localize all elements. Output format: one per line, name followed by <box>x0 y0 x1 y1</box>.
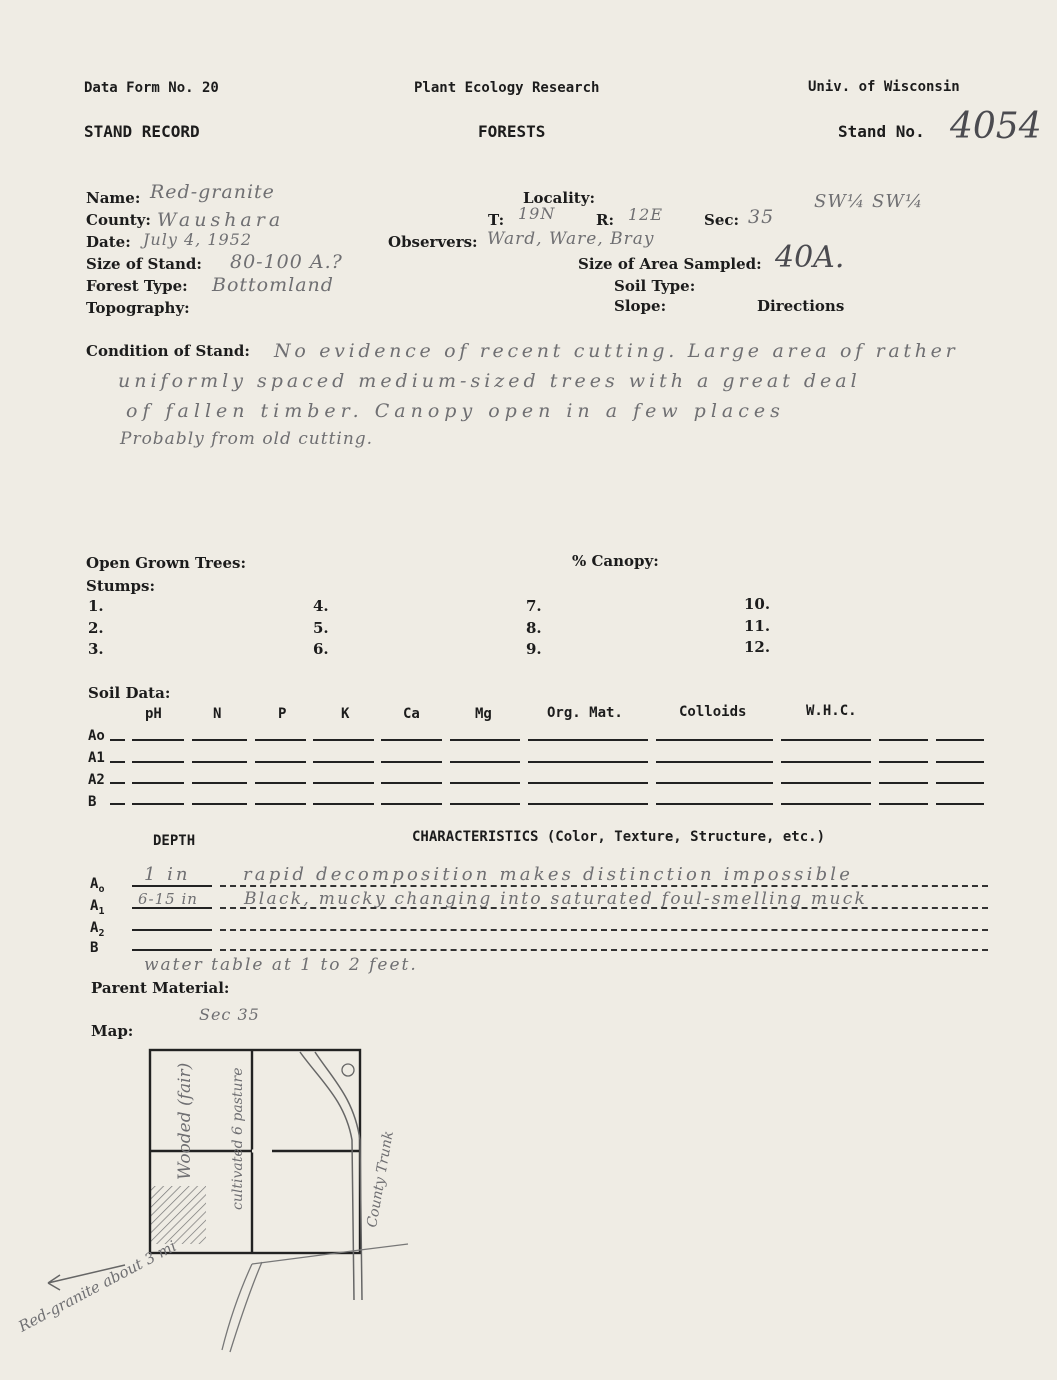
stump-num: 7. <box>526 597 542 615</box>
depth-entry-line <box>132 907 212 909</box>
stump-num: 8. <box>526 619 542 637</box>
soil-entry-line <box>656 739 773 741</box>
soil-col-whc: W.H.C. <box>806 703 857 719</box>
soil-entry-line <box>656 761 773 763</box>
soil-entry-line <box>936 761 984 763</box>
category-title: FORESTS <box>478 122 546 141</box>
soil-entry-line <box>879 803 928 805</box>
soil-entry-line <box>313 739 374 741</box>
soil-entry-line <box>110 803 125 805</box>
char-a1-value: Black, mucky changing into saturated foul-smelling muck <box>244 889 868 909</box>
soil-entry-line <box>381 782 442 784</box>
stump-num: 9. <box>526 640 542 658</box>
stump-num: 12. <box>744 638 771 656</box>
condition-label: Condition of Stand: <box>86 342 250 360</box>
characteristics-entry-line <box>220 885 988 887</box>
stump-num: 11. <box>744 617 771 635</box>
slope-label: Slope: <box>614 297 667 315</box>
soil-entry-line <box>110 782 125 784</box>
south-road-edge <box>222 1264 252 1350</box>
size-label: Size of Stand: <box>86 255 202 273</box>
soil-entry-line <box>110 761 125 763</box>
soil-entry-line <box>879 739 928 741</box>
t-value: 19N <box>518 204 556 223</box>
soil-entry-line <box>528 803 648 805</box>
soil-col-p: P <box>278 706 287 722</box>
depth-entry-line <box>132 949 212 951</box>
county-road <box>300 1052 354 1300</box>
characteristics-entry-line <box>220 949 988 951</box>
form-number: Data Form No. 20 <box>84 80 219 96</box>
char-ao-value: rapid decomposition makes distinction impossible <box>243 864 854 885</box>
stump-num: 3. <box>88 640 104 658</box>
forest-type-label: Forest Type: <box>86 277 188 295</box>
date-label: Date: <box>86 233 131 251</box>
r-label: R: <box>596 211 615 229</box>
soil-entry-line <box>381 761 442 763</box>
county-label: County: <box>86 211 151 229</box>
county-road-edge <box>315 1052 362 1300</box>
soil-type-label: Soil Type: <box>614 277 696 295</box>
r-value: 12E <box>628 205 664 224</box>
soil-entry-line <box>132 803 184 805</box>
university: Univ. of Wisconsin <box>808 79 960 95</box>
soil-entry-line <box>192 782 247 784</box>
depth-entry-line <box>132 885 212 887</box>
soil-entry-line <box>132 782 184 784</box>
soil-col-ca: Ca <box>403 706 420 722</box>
horizon-ao-label: $A_o$ <box>90 876 105 895</box>
soil-col-org: Org. Mat. <box>547 705 623 721</box>
soil-entry-line <box>936 782 984 784</box>
soil-entry-line <box>781 782 871 784</box>
observers-label: Observers: <box>388 233 478 251</box>
observers-value: Ward, Ware, Bray <box>487 229 655 249</box>
stump-num: 1. <box>88 597 104 615</box>
depth-label: DEPTH <box>153 833 196 849</box>
canopy-label: % Canopy: <box>572 552 659 570</box>
stand-no-value: 4054 <box>950 106 1042 147</box>
name-label: Name: <box>86 189 141 207</box>
soil-row-label: A1 <box>88 750 105 766</box>
soil-entry-line <box>313 761 374 763</box>
soil-entry-line <box>313 782 374 784</box>
soil-entry-line <box>656 803 773 805</box>
soil-col-mg: Mg <box>475 706 492 722</box>
soil-entry-line <box>450 782 520 784</box>
map-sec-label: Sec 35 <box>199 1005 260 1024</box>
soil-entry-line <box>528 761 648 763</box>
stump-num: 2. <box>88 619 104 637</box>
map-label: Map: <box>91 1022 134 1040</box>
soil-entry-line <box>450 803 520 805</box>
stump-num: 10. <box>744 595 771 613</box>
map-road-label: County Trunk <box>364 1129 397 1229</box>
horizon-a1-label: $A_1$ <box>90 898 105 917</box>
soil-entry-line <box>132 761 184 763</box>
map-hatched-area <box>151 1186 206 1244</box>
area-value: 40A. <box>775 240 845 275</box>
soil-entry-line <box>879 782 928 784</box>
stand-map <box>0 1040 420 1360</box>
stumps-label: Stumps: <box>86 577 156 595</box>
forest-type-value: Bottomland <box>212 274 334 296</box>
depth-a1-value: 6-15 in <box>138 890 198 908</box>
soil-entry-line <box>381 739 442 741</box>
soil-entry-line <box>528 739 648 741</box>
map-wooded-label: Wooded (fair) <box>175 1062 195 1180</box>
parent-material-label: Parent Material: <box>91 979 230 997</box>
stump-num: 6. <box>313 640 329 658</box>
topography-label: Topography: <box>86 299 190 317</box>
open-grown-label: Open Grown Trees: <box>86 554 247 572</box>
soil-entry-line <box>192 803 247 805</box>
soil-entry-line <box>879 761 928 763</box>
soil-entry-line <box>528 782 648 784</box>
characteristics-entry-line <box>220 907 988 909</box>
soil-entry-line <box>450 761 520 763</box>
soil-col-k: K <box>341 706 350 722</box>
date-value: July 4, 1952 <box>143 230 253 249</box>
locality-label: Locality: <box>523 189 595 207</box>
soil-row-label: Ao <box>88 728 105 744</box>
soil-entry-line <box>936 739 984 741</box>
soil-entry-line <box>781 739 871 741</box>
soil-entry-line <box>936 803 984 805</box>
characteristics-entry-line <box>220 929 988 931</box>
map-arrow-note: Red-granite about 3 mi <box>15 1236 180 1336</box>
water-table-note: water table at 1 to 2 feet. <box>144 955 418 975</box>
record-title: STAND RECORD <box>84 122 200 141</box>
soil-entry-line <box>781 761 871 763</box>
soil-entry-line <box>132 739 184 741</box>
soil-entry-line <box>192 761 247 763</box>
horizon-a2-label: $A_2$ <box>90 920 105 939</box>
soil-row-label: B <box>88 794 97 810</box>
condition-line-4: Probably from old cutting. <box>120 429 374 449</box>
soil-data-label: Soil Data: <box>88 684 171 702</box>
soil-entry-line <box>110 739 125 741</box>
stump-num: 4. <box>313 597 329 615</box>
stump-num: 5. <box>313 619 329 637</box>
horizon-b-label: B <box>90 940 99 956</box>
depth-ao-value: 1 in <box>144 864 191 885</box>
map-circle-mark <box>342 1064 354 1076</box>
map-cultivated-label: cultivated 6 pasture <box>230 1067 246 1210</box>
condition-line-3: of fallen timber. Canopy open in a few places <box>126 400 785 422</box>
soil-entry-line <box>255 739 306 741</box>
soil-entry-line <box>255 803 306 805</box>
characteristics-label: CHARACTERISTICS (Color, Texture, Structure, etc.) <box>412 829 826 845</box>
size-value: 80-100 A.? <box>230 251 343 273</box>
county-value: Waushara <box>157 209 285 231</box>
soil-entry-line <box>781 803 871 805</box>
soil-entry-line <box>656 782 773 784</box>
name-value: Red-granite <box>150 181 275 203</box>
organization: Plant Ecology Research <box>414 80 600 96</box>
soil-entry-line <box>255 761 306 763</box>
t-label: T: <box>488 211 505 229</box>
soil-entry-line <box>381 803 442 805</box>
stand-no-label: Stand No. <box>838 122 925 141</box>
soil-col-ph: pH <box>145 706 162 722</box>
soil-entry-line <box>450 739 520 741</box>
soil-entry-line <box>255 782 306 784</box>
depth-entry-line <box>132 929 212 931</box>
sec-label: Sec: <box>704 211 740 229</box>
soil-entry-line <box>192 739 247 741</box>
soil-entry-line <box>313 803 374 805</box>
soil-col-n: N <box>213 706 222 722</box>
condition-line-2: uniformly spaced medium-sized trees with a great deal <box>118 370 861 392</box>
directions-label: Directions <box>757 297 845 315</box>
condition-line-1: No evidence of recent cutting. Large area of rather <box>274 340 959 362</box>
quarter-value: SW¼ SW¼ <box>814 191 924 212</box>
soil-row-label: A2 <box>88 772 105 788</box>
sec-value: 35 <box>748 206 775 228</box>
soil-col-colloids: Colloids <box>679 704 747 720</box>
area-label: Size of Area Sampled: <box>578 255 762 273</box>
